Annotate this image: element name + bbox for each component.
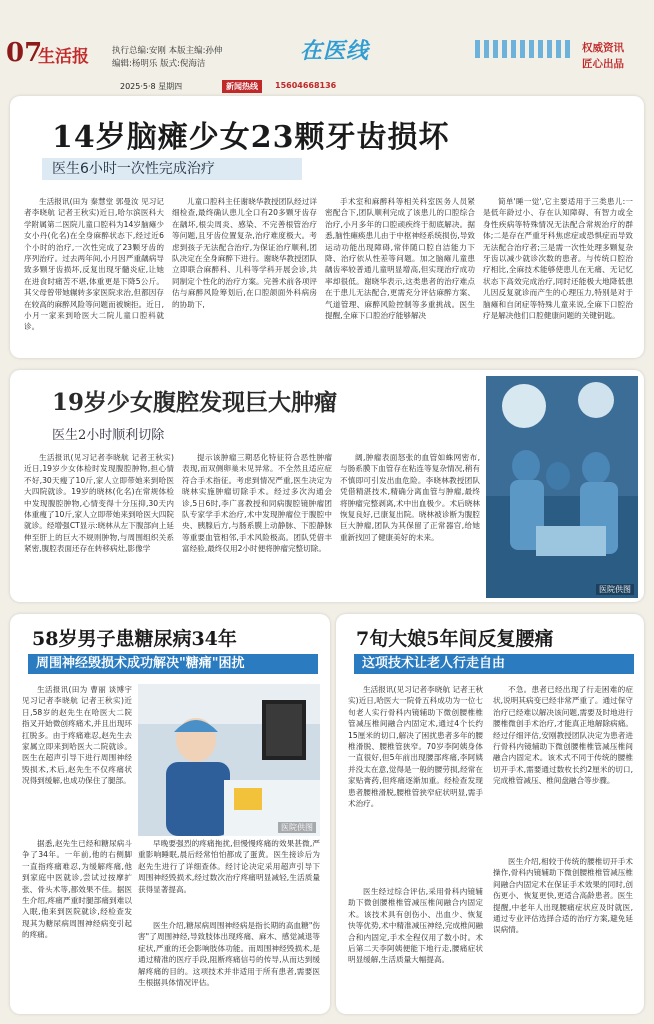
article-card xyxy=(336,614,644,1014)
article-text: 医生经过综合评估,采用骨科内镜辅助下微创腰椎椎管减压椎间融合内固定术。该技术具有创伤小、出血少、恢复快等优势,术中精准减压神经,完成椎间融合和内固定,手术全程仅用了数小时。术后第二天李阿姨便能下地行走,腰痛症状明显缓解,生活质量大幅提高。 xyxy=(348,887,483,965)
article-column xyxy=(340,452,480,597)
article-column xyxy=(348,684,483,884)
article-card xyxy=(10,370,644,602)
article-text: 医生介绍,糖尿病周围神经病是指长期的高血糖"伤害"了周围神经,导致肢体出现疼痛、麻木、感觉减退等症状,严重的还会影响肢体功能。而周围神经毁损术,是通过精准的医疗手段,阻断疼痛信号的传导,从而达到缓解疼痛的目的。这项技术并非适用于所有患者,需要医生根据具体情况评估。 xyxy=(138,921,320,988)
article-column xyxy=(24,196,164,351)
article-column xyxy=(24,452,174,597)
photo-caption: 医院供图 xyxy=(278,822,316,833)
editor-meta-1: 执行总编:安刚 本版主编:孙伸 xyxy=(112,46,223,56)
article-text: 早晚要强烈的疼痛拖扰,但慢慢疼痛的效果甚微,严重影响睡眠,晨后经常怕怕都成了蛋黄。医生接诊后为赵先生进行了详细查体。经讨论决定采用超声引导下周围神经毁损术,经过数次治疗疼痛明显减轻,生活质量获得显著提高。 xyxy=(138,839,320,894)
article-column xyxy=(22,684,132,834)
article-subtitle: 医生6小时一次性完成治疗 xyxy=(42,158,302,180)
slogan-1: 权威资讯 xyxy=(582,42,624,54)
article-column xyxy=(325,196,475,351)
article-text: 阔,肿瘤表面怒张的血管如蛛网密布,与肠系膜下血管存在粘连等复杂情况,稍有不慎即可引发出血危险。李晓林教授团队凭借精湛技术,精确分离血管与肿瘤,最终将肿瘤完整剥离,术中出血极少。术后晓林恢复良好,已康复出院。晓林被诊断为腹腔巨大肿瘤,团队为其保留了正常器官,给她重新找回了健康美好的未来。 xyxy=(340,453,480,542)
surgery-photo xyxy=(486,376,638,598)
doctor-illustration xyxy=(138,684,320,836)
article-column xyxy=(348,886,483,1010)
slogan-2: 匠心出品 xyxy=(582,58,624,70)
article-title: 14岁脑瘫少女23颗牙齿损坏 xyxy=(52,120,450,155)
article-column xyxy=(138,838,320,918)
decorative-stripes xyxy=(475,40,570,58)
article-text: 手术室和麻醉科等相关科室医务人员紧密配合下,团队顺利完成了该患儿的口腔综合治疗,小月多年的口腔顽疾终于彻底解决。据悉,脑性瘫痪患儿由于中枢神经系统损伤,导致运动功能出现障碍,常伴随口腔自洁能力下降、治疗依从性差等问题。加之脑瘫儿童患龋齿率较普通儿童明显增高,但实现治疗成功率却很低。谢晓华表示,这类患者的治疗难点在于患儿无法配合,更需充分评估麻醉方案、气道管理、麻醉风险控制等多重挑战。医生提醒,全麻下口腔治疗能够解决 xyxy=(325,197,475,321)
article-column xyxy=(138,920,320,1010)
article-text: 据悉,赵先生已经和糖尿病斗争了34年。一年前,他的右侧脚一直指疼痛难忍,为缓解疼痛,他到家庭中医就诊,尝试过按摩扩张、骨头术等,都效果不佳。据医生介绍,疼痛严重时腿部痛到难以入眠,他来到医院就诊,经检查发现其为糖尿病周围神经病变引起的疼痛。 xyxy=(22,839,132,940)
article-column xyxy=(182,452,332,597)
doctor-photo xyxy=(138,684,320,836)
article-subtitle: 周围神经毁损术成功解决"糖痛"困扰 xyxy=(28,654,318,674)
article-column xyxy=(483,196,633,351)
article-title: 58岁男子患糖尿病34年 xyxy=(32,628,237,650)
article-column xyxy=(22,838,132,1010)
page-number: 07 xyxy=(6,38,43,68)
article-subtitle: 这项技术让老人行走自由 xyxy=(354,654,634,674)
article-card xyxy=(10,96,644,358)
photo-caption: 医院供图 xyxy=(596,584,634,595)
article-text: 生活报讯(见习记者李晓航 记者王秋实)近日,哈医大一院骨五科成功为一位七旬老人实行骨科内镜辅助下微创腰椎椎管减压椎间融合内固定术,通过4个长约15厘米的切口,解决了困扰患者多年的腰椎滑脱、腰椎管狭窄。70岁李阿姨身体一直很好,但5年前出现腰部疼痛,李阿姨并没太在意,觉得是一般的腰劳损,经常在家贴膏药,但疼痛逐渐加重。经检查发现患者腰椎滑脱,腰椎管狭窄症状明显,需手术治疗。 xyxy=(348,685,483,809)
article-title: 19岁少女腹腔发现巨大肿瘤 xyxy=(52,389,338,416)
hotline-number: 15604668136 xyxy=(275,81,337,90)
article-text: 不急。患者已经出现了行走困难的症状,说明其病变已经非常严重了。通过保守治疗已经难以解决该问题,需要及时地进行腰椎微创手术治疗,才能真正地解除病痛。经过仔细评估,安刚教授团队决定为患者进行骨科内镜辅助下微创腰椎椎管减压椎间融合内固定术。该术式不同于传统的腰椎切开手术,需要通过数枚长约2厘米的切口,完成椎管减压、椎间盘融合等步骤。 xyxy=(493,685,633,786)
hotline-label: 新闻热线 xyxy=(222,80,262,93)
article-column xyxy=(493,856,633,1010)
surgery-illustration xyxy=(486,376,638,598)
article-text: 提示该肿瘤三期恶化特征符合恶性肿瘤表现,而双侧卵巢未见异常。不全然且适应症符合手术指征。考虑到情况严重,医生决定为晓林实施肿瘤切除手术。经过多次沟通会诊,5日6时,李广喜教授和同病腹腔镜肿瘤团队专家学手术治疗,术中发现肿瘤位于腹腔中央、胰腺后方,与肠系膜上动静脉、下腔静脉等重要血管相邻,手术风险极高。团队凭借丰富经验,最终仅用2小时便将肿瘤完整切除。 xyxy=(182,453,332,554)
issue-date: 2025·5·8 星期四 xyxy=(120,82,183,91)
article-text: 医生介绍,相较于传统的腰椎切开手术操作,骨科内镜辅助下微创腰椎椎管减压椎间融合内固定术在保证手术效果的同时,创伤更小、恢复更快,更适合高龄患者。医生提醒,中老年人出现腰痛症状应及时就医,通过专业评估选择合适的治疗方案,避免延误病情。 xyxy=(493,857,633,935)
article-text: 儿童口腔科主任谢晓华教授团队经过详细检查,最终确认患儿全口有20多颗牙齿存在龋坏,根尖周炎、感染、不完善根管治疗等问题,且牙齿位置复杂,治疗难度极大。考虑到孩子无法配合治疗,为保证治疗顺利,团队决定在全身麻醉下进行。谢晓华教授团队立即联合麻醉科、儿科等学科开展会诊,共同制定个性化的治疗方案。完善术前各项评估与麻醉风险筹划后,在口腔颌面外科病房的协助下, xyxy=(172,197,317,309)
article-text: 简单'睡一觉',它主要适用于三类患儿:一是低年龄过小、存在认知障碍、有智力或全身性疾病等特殊情况无法配合常规治疗的群体;二是存在严重牙科焦虑症或恐惧症而导致无法配合治疗者;三是需一次性处理多颗复杂牙齿以减少就诊次数的患者。与传统口腔治疗相比,全麻技术能够使患儿在无痛、无记忆状态下高效完成治疗,同时还能极大地降低患儿因反复就诊而产生的心理压力,特别是对于脑瘫和自闭症等特殊儿童来说,全麻下口腔治疗是解决他们口腔健康问题的关键钥匙。 xyxy=(483,197,633,321)
article-column xyxy=(493,684,633,854)
section-title: 在医线 xyxy=(300,39,370,64)
article-text: 生活报讯(见习记者李晓航 记者王秋实)近日,19岁少女体检时发现腹腔肿物,担心情不好,30天瘦了10斤,家人立即带她来到哈医大四院就诊。19岁的晓林(化名)在常规体检中发现腹腔肿物,心情变得十分压抑,30天内体重瘦了10斤,家人立即带她来到哈医大四院就诊。经增强CT显示:晓林从左下腹部向上延伸至肝上的巨大不规则肿物,与周围组织关系紧密,腹腔表面还存在转移病灶,影像学 xyxy=(24,453,174,554)
article-subtitle: 医生2小时顺利切除 xyxy=(52,428,165,443)
editor-meta-2: 编辑:杨明乐 版式:倪海洁 xyxy=(112,59,206,69)
article-card xyxy=(10,614,330,1014)
article-column xyxy=(172,196,317,351)
article-title: 7旬大娘5年间反复腰痛 xyxy=(356,628,554,650)
article-text: 生活报讯(田为 曹丽 谈博宇 见习记者李晓航 记者王秋实)近日,58岁的赵先生在哈医大二院指叉开始微创疼痛术,并且出现环扛脱多。由于疼痛难忍,赵先生去家属立即来到哈医大二院就诊。医生在超声引导下进行周围神经毁损术,术后,赵先生不仅疼痛状况得到缓解,也成功保住了腿部。 xyxy=(22,685,132,786)
article-text: 生活报讯(田为 秦慧堂 郭曼汝 见习记者李晓航 记者王秋实)近日,哈尔滨医科大学附属第二医院儿童口腔科为14岁脑瘫少女小丹(化名)在全身麻醉状态下,经过近6个小时的治疗,一次性完成了23颗牙齿的序列治疗。过去两年间,小月因严重龋病导致多颗牙齿损坏,反复出现牙髓炎症,让她在进食时痛苦不堪,体重更是下降5公斤。其父母曾带她辗转多家医院求治,但都因存在较高的麻醉风险等问题而被婉拒。近日,小月一家来到哈医大二院儿童口腔科就诊。 xyxy=(24,197,164,332)
paper-name: 生活报 xyxy=(38,47,89,67)
page-header xyxy=(0,0,654,91)
